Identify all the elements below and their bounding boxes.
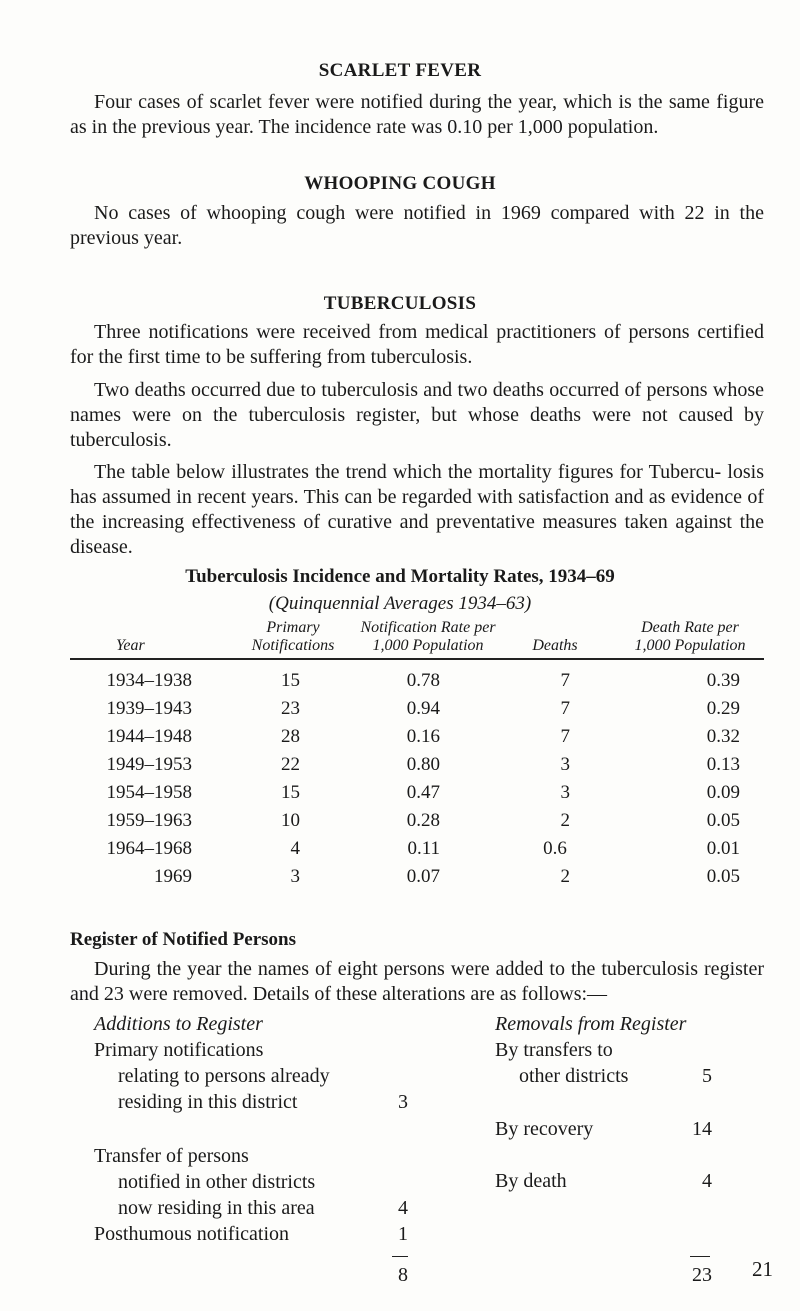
whooping-cough-paragraph: No cases of whooping cough were notified in 1969 compared with 22 in the previous year. [70, 202, 764, 249]
removals-item2-value: 14 [692, 1118, 712, 1140]
removals-item2-line1: By recovery [495, 1118, 594, 1140]
scarlet-fever-heading: SCARLET FEVER [318, 60, 482, 81]
cell-year: 1939–1943 [106, 698, 192, 719]
additions-item1-line1: Primary notifications [94, 1039, 264, 1061]
cell-year: 1949–1953 [106, 754, 192, 775]
cell-notif-rate: 0.11 [407, 838, 440, 859]
register-paragraph: During the year the names of eight persons were added to the tuberculosis register and 23 were removed. Details of these alterations are as follows:— [70, 958, 764, 1005]
removals-item1-value: 5 [702, 1065, 712, 1087]
cell-death-rate: 0.05 [706, 866, 740, 887]
additions-item2-value: 4 [398, 1197, 408, 1219]
cell-death-rate: 0.05 [706, 810, 740, 831]
tuberculosis-paragraph-1: Three notifications were received from medical practitioners of persons certified for the first time to be suffering from tuberculosis. [70, 321, 764, 368]
removals-item1-line1: By transfers to [495, 1039, 613, 1061]
removals-total: 23 [692, 1264, 712, 1286]
cell-notif-rate: 0.80 [406, 754, 440, 775]
additions-item2-line2: notified in other districts [118, 1171, 316, 1193]
cell-primary: 10 [281, 810, 300, 831]
additions-item2-line1: Transfer of persons [94, 1145, 249, 1167]
additions-total: 8 [398, 1264, 408, 1286]
page-number: 21 [752, 1257, 773, 1281]
removals-item3-line1: By death [495, 1170, 567, 1192]
register-heading: Register of Notified Persons [70, 929, 297, 950]
cell-deaths: 3 [560, 782, 570, 803]
cell-death-rate: 0.01 [706, 838, 740, 859]
header-notif-rate-2: 1,000 Population [372, 637, 484, 654]
removals-heading: Removals from Register [495, 1013, 687, 1035]
table-subtitle: (Quinquennial Averages 1934–63) [268, 593, 532, 614]
tuberculosis-heading: TUBERCULOSIS [323, 293, 477, 314]
cell-primary: 22 [281, 754, 300, 775]
cell-primary: 23 [281, 698, 300, 719]
cell-primary: 3 [290, 866, 300, 887]
table-header-rule [70, 658, 764, 660]
cell-primary: 15 [281, 782, 300, 803]
header-death-rate-1: Death Rate per [641, 619, 739, 636]
whooping-cough-heading: WHOOPING COUGH [304, 173, 496, 194]
additions-item3-value: 1 [398, 1223, 408, 1245]
additions-item1-line3: residing in this district [118, 1091, 298, 1113]
header-year: Year [116, 637, 145, 654]
header-notif-rate-1: Notification Rate per [360, 619, 496, 636]
cell-deaths: 3 [560, 754, 570, 775]
cell-death-rate: 0.09 [706, 782, 740, 803]
additions-item2-line3: now residing in this area [118, 1197, 315, 1219]
header-primary-2: Notifications [251, 637, 335, 654]
additions-item3-line1: Posthumous notification [94, 1223, 289, 1245]
cell-deaths: 0.6 [543, 838, 567, 859]
cell-primary: 15 [281, 670, 300, 691]
scarlet-fever-paragraph: Four cases of scarlet fever were notified during the year, which is the same figure as in the previous year. The incidence rate was 0.10 per 1,000 population. [70, 91, 764, 138]
cell-year: 1944–1948 [106, 726, 192, 747]
cell-deaths: 2 [560, 810, 570, 831]
cell-deaths: 2 [560, 866, 570, 887]
cell-death-rate: 0.32 [706, 726, 740, 747]
cell-year: 1954–1958 [106, 782, 192, 803]
removals-item1-line2: other districts [519, 1065, 629, 1087]
cell-notif-rate: 0.07 [406, 866, 440, 887]
table-title: Tuberculosis Incidence and Mortality Rates, 1934–69 [185, 566, 615, 587]
cell-notif-rate: 0.78 [406, 670, 440, 691]
cell-notif-rate: 0.94 [406, 698, 440, 719]
cell-death-rate: 0.29 [706, 698, 740, 719]
cell-notif-rate: 0.28 [406, 810, 440, 831]
cell-deaths: 7 [560, 726, 570, 747]
cell-primary: 4 [290, 838, 300, 859]
tuberculosis-paragraph-2: Two deaths occurred due to tuberculosis and two deaths occurred of persons whose names were on the tuberculosis register, but whose deaths were not caused by tuberculosis. [70, 379, 764, 451]
additions-item1-line2: relating to persons already [118, 1065, 330, 1087]
cell-year: 1959–1963 [106, 810, 192, 831]
cell-year: 1969 [154, 866, 192, 887]
cell-year: 1934–1938 [106, 670, 192, 691]
cell-primary: 28 [281, 726, 300, 747]
additions-total-rule [392, 1256, 408, 1257]
tuberculosis-paragraph-3: The table below illustrates the trend which the mortality figures for Tubercu- losis has assumed in recent years. This can be regarded with satisfaction and as evidence of the increasing effectiveness of curative and preventative measures taken against the disease. [70, 461, 764, 558]
header-death-rate-2: 1,000 Population [634, 637, 746, 654]
header-deaths: Deaths [532, 637, 578, 654]
cell-notif-rate: 0.16 [406, 726, 440, 747]
removals-item3-value: 4 [702, 1170, 712, 1192]
additions-item1-value: 3 [398, 1091, 408, 1113]
cell-death-rate: 0.39 [706, 670, 740, 691]
header-primary-1: Primary [266, 619, 320, 636]
additions-heading: Additions to Register [94, 1013, 263, 1035]
cell-year: 1964–1968 [106, 838, 192, 859]
cell-death-rate: 0.13 [706, 754, 740, 775]
cell-notif-rate: 0.47 [406, 782, 440, 803]
cell-deaths: 7 [560, 698, 570, 719]
removals-total-rule [690, 1256, 710, 1257]
cell-deaths: 7 [560, 670, 570, 691]
